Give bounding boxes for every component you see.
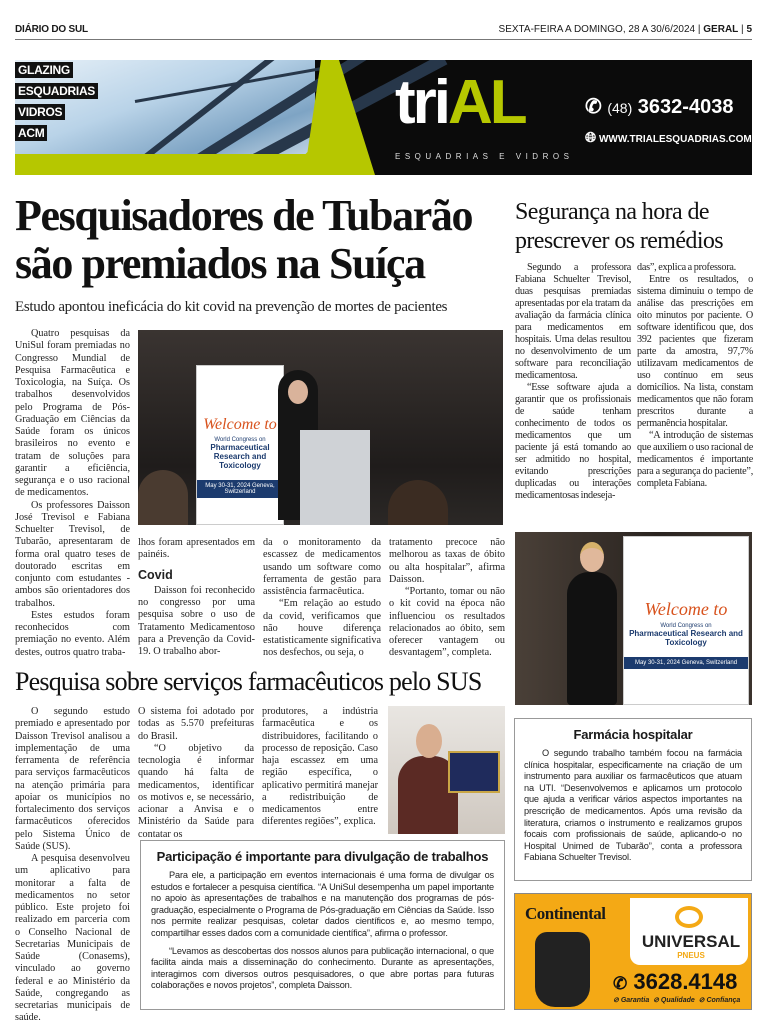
main-column-1	[15, 328, 130, 659]
poster-congress: World Congress on	[660, 623, 712, 629]
paragraph: Daisson foi reconhecido no congresso por uma pesquisa sobre o uso de Tratamento Medicamentoso para a Prevenção da Covid-19. O trabalho abor-	[138, 584, 255, 657]
page-header	[15, 20, 752, 40]
trial-logo: triAL	[395, 68, 525, 137]
value-garantia: Garantia	[620, 997, 650, 1004]
paragraph: Segundo a professora Fabiana Schuelter Trevisol, duas pesquisas premiadas apresentadas por ela tratam da avaliação da farmácia clínica para medicamentos em hospitais. Uma delas resultou no desenvolvimento de um software para reconciliação medicamentosa.	[515, 262, 631, 381]
main-column-2	[138, 537, 255, 658]
certificate	[448, 751, 500, 793]
paragraph: “Em relação ao estudo da covid, verificamos que não houve diferença estatisticamente significativa nos desfechos, ou seja, o	[263, 598, 381, 659]
tag-esquadrias: ESQUADRIAS	[15, 83, 98, 99]
professor-figure	[567, 572, 617, 705]
page-number: 5	[746, 24, 752, 35]
paragraph: Quatro pesquisas da UniSul foram premiadas no Congresso Mundial de Pesquisa Farmacêutica e Toxicologia, na Suíça. Os trabalhos desenvolvidos pelo Programa de Pós-Graduação em Ciências da Saúde foram os únicos brasileiros no evento e tratam de soluções para garantir a eficiência, segurança e o uso racional de medicamentos.	[15, 328, 130, 499]
main-column-4	[389, 537, 505, 660]
paragraph: Os professores Daisson José Trevisol e Fabiana Schuelter Trevisol, de Tubarão, apresentaram de forma oral quatro teses de doutorado escritas em conjunto com estudantes - ambos são orientadores dos trabalhos.	[15, 499, 130, 609]
trial-tagline: ESQUADRIAS E VIDROS	[395, 152, 574, 161]
congress-poster	[623, 536, 749, 705]
paragraph: produtores, a indústria farmacêutica e os distribuidores, facilitando o processo de reposição. Caso haja escassez em uma região específica, o aplicativo permitirá manejar a redistribuição de medicamentos entre diferentes regiões”, explica.	[262, 706, 378, 828]
phone-number: 3632-4038	[637, 96, 734, 118]
edition-info: SEXTA-FEIRA A DOMINGO, 28 A 30/6/2024 | GERAL | 5	[498, 24, 752, 35]
website-url: WWW.TRIALESQUADRIAS.COM	[598, 134, 752, 145]
universal-phone	[613, 969, 737, 995]
paragraph: da o monitoramento da escassez de medicamentos usando um software como ferramenta de gestão para assistência farmacêutica.	[263, 537, 381, 597]
poster-dates: May 30-31, 2024 Geneva, Switzerland	[624, 657, 748, 669]
box-title: Participação é importante para divulgação de trabalhos	[156, 849, 489, 864]
sus-column-3	[262, 706, 378, 829]
sus-column-1	[15, 706, 130, 1025]
sus-column-2	[138, 706, 254, 841]
conference-photo	[138, 330, 503, 525]
participacao-box	[140, 840, 505, 1010]
universal-pneus-advertisement[interactable]	[514, 893, 752, 1010]
paragraph: “O objetivo da tecnologia é informar quando há falta de medicamentos, identificar os motivos e, se necessário, acionar a Anvisa e o Ministério da Saúde para contatar os	[138, 742, 254, 840]
phone-icon: ✆	[613, 974, 628, 993]
continental-logo: Continental	[525, 904, 606, 923]
professor-photo	[515, 532, 752, 705]
newspaper-name: DIÁRIO DO SUL	[15, 24, 88, 35]
lectern	[300, 430, 370, 525]
trial-website	[585, 129, 752, 146]
paragraph: Entre os resultados, o sistema diminuiu o tempo de análise das prescrições em oito minutos por paciente. O software identificou que, dos 392 pacientes que fizeram parte da amostra, 97,7% utilizavam medicamentos de uso contínuo em seus domicílios. Na lista, constam medicamentos que não foram prescritos durante a permanência hospitalar.	[637, 274, 753, 429]
tag-acm: ACM	[15, 125, 47, 141]
edition-date: SEXTA-FEIRA A DOMINGO, 28 A 30/6/2024	[498, 24, 696, 35]
main-column-3	[263, 537, 381, 660]
trial-advertisement[interactable]	[15, 60, 752, 175]
globe-icon: 🌐︎	[585, 129, 597, 145]
universal-values: ⊘ Garantia ⊘ Qualidade ⊘ Confiança	[613, 997, 741, 1004]
covid-subheading: Covid	[138, 567, 173, 582]
robot-mascot	[535, 932, 590, 1007]
value-confianca: Confiança	[706, 997, 741, 1004]
paragraph: A pesquisa desenvolveu um aplicativo para monitorar a falta de medicamentos no setor público. Este projeto foi realizado em parceria com o Conselho Nacional de Secretarias Municipais de Saúde (Conasems), vinculado ao governo federal e ao Ministério da Saúde, congregando as secretarias municipais de saúde.	[15, 853, 130, 1024]
paragraph: das”, explica a professora.	[637, 262, 736, 273]
phone-icon: ✆	[585, 96, 602, 118]
poster-congress: World Congress on	[214, 437, 266, 443]
paragraph: tratamento precoce não melhorou as taxas de óbito ou alta hospitalar”, afirma Daisson.	[389, 537, 505, 585]
poster-dates: May 30-31, 2024 Geneva, Switzerland	[197, 480, 283, 498]
side-column-2	[637, 262, 753, 490]
value-qualidade: Qualidade	[660, 997, 695, 1004]
universal-logo: UNIVERSAL	[641, 932, 741, 951]
paragraph: “Esse software ajuda a garantir que os profissionais de saúde tenham conhecimento de todos os medicamentos que um paciente já está tomando ao ser admitido no hospital, evitando prescrições duplicadas ou interações medicamentosas indeseja-	[515, 382, 631, 501]
paragraph: Estes estudos foram reconhecidos com premiação no evento. Além destes, outros quatro traba-	[15, 609, 130, 658]
paragraph: O segundo trabalho também focou na farmácia clínica hospitalar, especificamente na criação de um instrumento para auxiliar os farmacêuticos que atuam na UTI. “Desenvolvemos e aplicamos um protocolo que ajuda a verificar vários aspectos importantes na prescrição de medicamentos. Após uma revisão da literatura, criamos o instrumento e realizamos grupos focais com profissionais de saúde, aplicando-o no Hospital Unimed de Tubarão”, conta a professora Fabiana Schuelter Trevisol.	[524, 748, 742, 863]
farmacia-hospitalar-box	[514, 718, 752, 881]
main-headline: Pesquisadores de Tubarão são premiados na Suíça	[15, 191, 473, 288]
poster-welcome: Welcome to	[203, 416, 277, 433]
paragraph: Para ele, a participação em eventos internacionais é uma forma de divulgar os estudos e fortalecer a pesquisa científica. “A UniSul desempenha um papel importante no apoio às apresentações de trabalhos e na manutenção dos programas de pós-graduação, especialmente o Programa de Pós-graduação em Ciências da Saúde. Isso nos permite realizar pesquisas, coletar dados científicos e, ao mesmo tempo, compartilhar esses dados com a comunidade científica”, afirma o professor.	[151, 870, 494, 938]
poster-title: Pharmaceutical Research and Toxicology	[629, 629, 743, 647]
side-headline: Segurança na hora de prescrever os remédios	[515, 199, 724, 254]
area-code: (48)	[607, 100, 633, 116]
congress-poster	[196, 365, 284, 525]
phone-number: 3628.4148	[633, 969, 738, 994]
award-photo	[388, 706, 505, 834]
poster-welcome: Welcome to	[644, 599, 728, 619]
box-title: Farmácia hospitalar	[573, 727, 693, 742]
main-subtitle: Estudo apontou ineficácia do kit covid na prevenção de mortes de pacientes	[15, 299, 448, 315]
side-column-1	[515, 262, 631, 502]
poster-title: Pharmaceutical Research and Toxicology	[210, 443, 270, 470]
section-name: GERAL	[703, 24, 739, 35]
trial-phone	[585, 94, 733, 119]
universal-sub: PNEUS	[677, 951, 705, 960]
paragraph: O sistema foi adotado por todas as 5.570 prefeituras do Brasil.	[138, 706, 254, 742]
sus-headline: Pesquisa sobre serviços farmacêuticos pelo SUS	[15, 667, 482, 696]
paragraph: “A introdução de sistemas que auxiliem o uso racional de medicamentos é importante para a segurança do paciente”, completa Fabiana.	[637, 430, 753, 489]
tag-glazing: GLAZING	[15, 62, 73, 78]
universal-logo-icon	[675, 906, 703, 928]
paragraph: O segundo estudo premiado e apresentado por Daisson Trevisol analisou a implementação de uma ferramenta de referência para serviços farmacêuticos na atenção primária para apoiar os municípios no fortalecimento dos serviços farmacêuticos oferecidos pelo Sistema Único de Saúde (SUS).	[15, 706, 130, 852]
paragraph: lhos foram apresentados em painéis.	[138, 537, 255, 561]
paragraph: “Portanto, tomar ou não o kit covid na época não influenciou os resultados relacionados ao óbito, sem oferecer vantagem ou desvantagem”, completa.	[389, 586, 505, 659]
tag-vidros: VIDROS	[15, 104, 65, 120]
paragraph: “Levamos as descobertas dos nossos alunos para publicação internacional, o que facilita ainda mais a disseminação do conhecimento. Durante as apresentações, interagimos com diversos outros pesquisadores, o que abre portas para futuras colaborações e novos projetos”, completa Daisson.	[151, 945, 494, 991]
